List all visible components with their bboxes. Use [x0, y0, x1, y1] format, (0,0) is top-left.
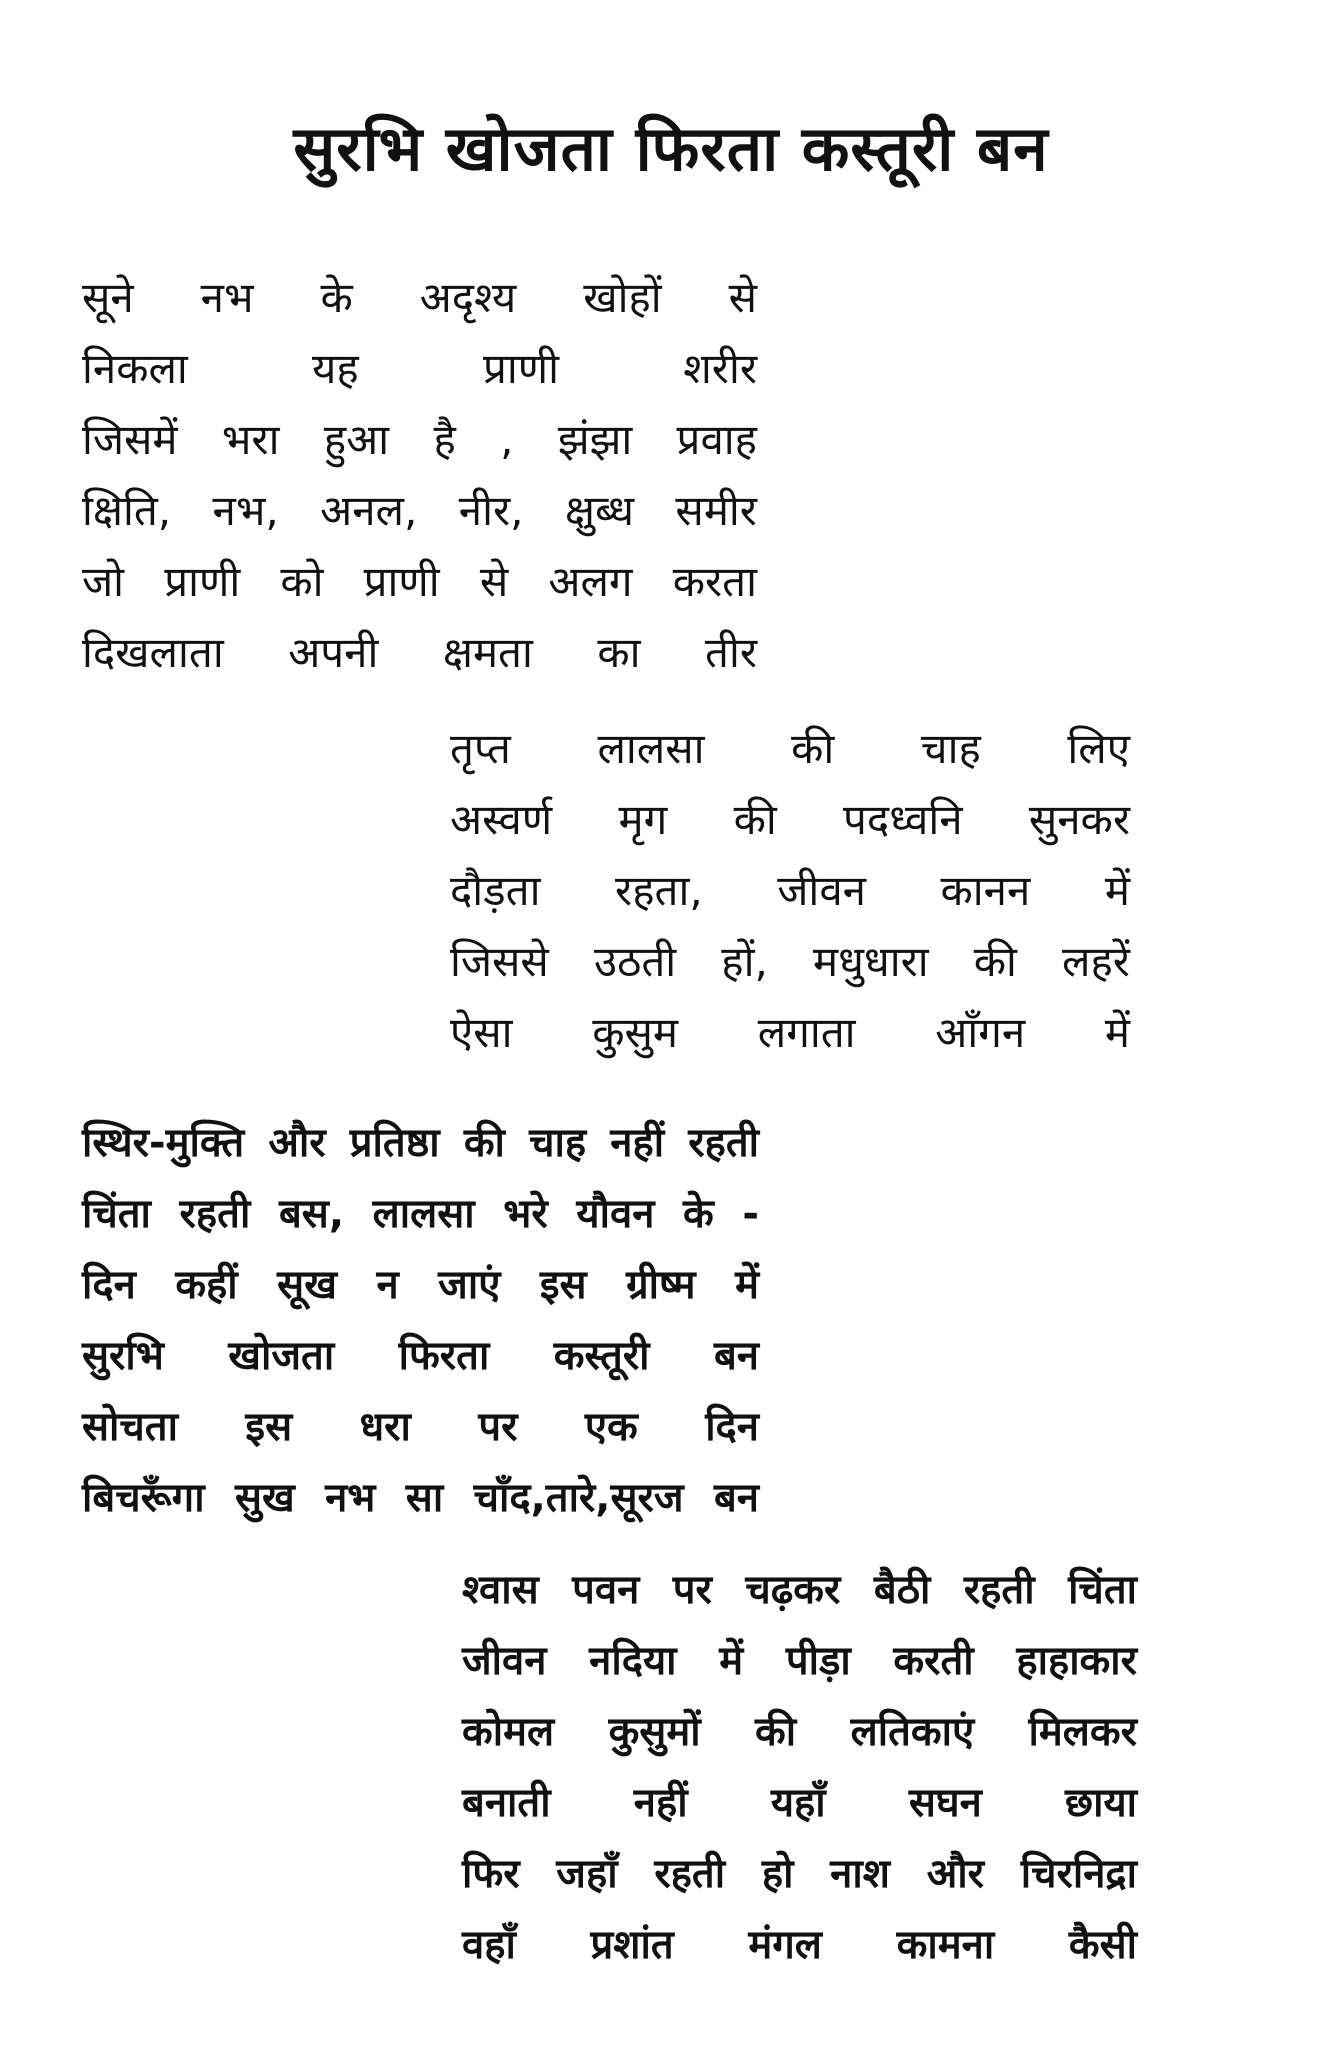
poem-line: सोचता इस धरा पर एक दिन: [82, 1404, 759, 1450]
poem-line: सूने नभ के अदृश्य खोहों से: [82, 273, 757, 322]
stanza-1: [82, 262, 757, 688]
poem-line: सुरभि खोजता फिरता कस्तूरी बन: [82, 1333, 759, 1379]
poem-line: जिसमें भरा हुआ है , झंझा प्रवाह: [82, 415, 757, 464]
poem-line: बिचरूँगा सुख नभ सा चाँद,तारे,सूरज बन: [82, 1475, 759, 1521]
poem-line: जिससे उठती हों, मधुधारा की लहरें: [450, 937, 1130, 986]
poem-line: जो प्राणी को प्राणी से अलग करता: [82, 557, 757, 606]
poem-line: दिन कहीं सूख न जाएं इस ग्रीष्म में: [82, 1262, 759, 1308]
poem-line: फिर जहाँ रहती हो नाश और चिरनिद्रा: [462, 1851, 1137, 1897]
poem-line: कोमल कुसुमों की लतिकाएं मिलकर: [462, 1709, 1137, 1755]
stanza-3: [82, 1108, 759, 1534]
poem-line: श्वास पवन पर चढ़कर बैठी रहती चिंता: [462, 1567, 1137, 1613]
poem-line: वहाँ प्रशांत मंगल कामना कैसी: [462, 1922, 1137, 1968]
poem-line: दिखलाता अपनी क्षमता का तीर: [82, 628, 757, 677]
poem-line: अस्वर्ण मृग की पदध्वनि सुनकर: [450, 795, 1130, 844]
poem-title: सुरभि खोजता फिरता कस्तूरी बन: [293, 112, 1049, 185]
stanza-4: [462, 1555, 1137, 1981]
poem-line: तृप्त लालसा की चाह लिए: [450, 724, 1130, 773]
stanza-2: [450, 713, 1130, 1068]
poem-line: क्षिति, नभ, अनल, नीर, क्षुब्ध समीर: [82, 486, 757, 535]
poem-line: निकला यह प्राणी शरीर: [82, 344, 757, 393]
poem-line: स्थिर-मुक्ति और प्रतिष्ठा की चाह नहीं रहती: [82, 1120, 759, 1166]
poem-line: बनाती नहीं यहाँ सघन छाया: [462, 1780, 1137, 1826]
poem-line: चिंता रहती बस, लालसा भरे यौवन के -: [82, 1191, 759, 1237]
poem-line: ऐसा कुसुम लगाता आँगन में: [450, 1008, 1130, 1057]
poem-line: जीवन नदिया में पीड़ा करती हाहाकार: [462, 1638, 1137, 1684]
poem-line: दौड़ता रहता, जीवन कानन में: [450, 866, 1130, 915]
